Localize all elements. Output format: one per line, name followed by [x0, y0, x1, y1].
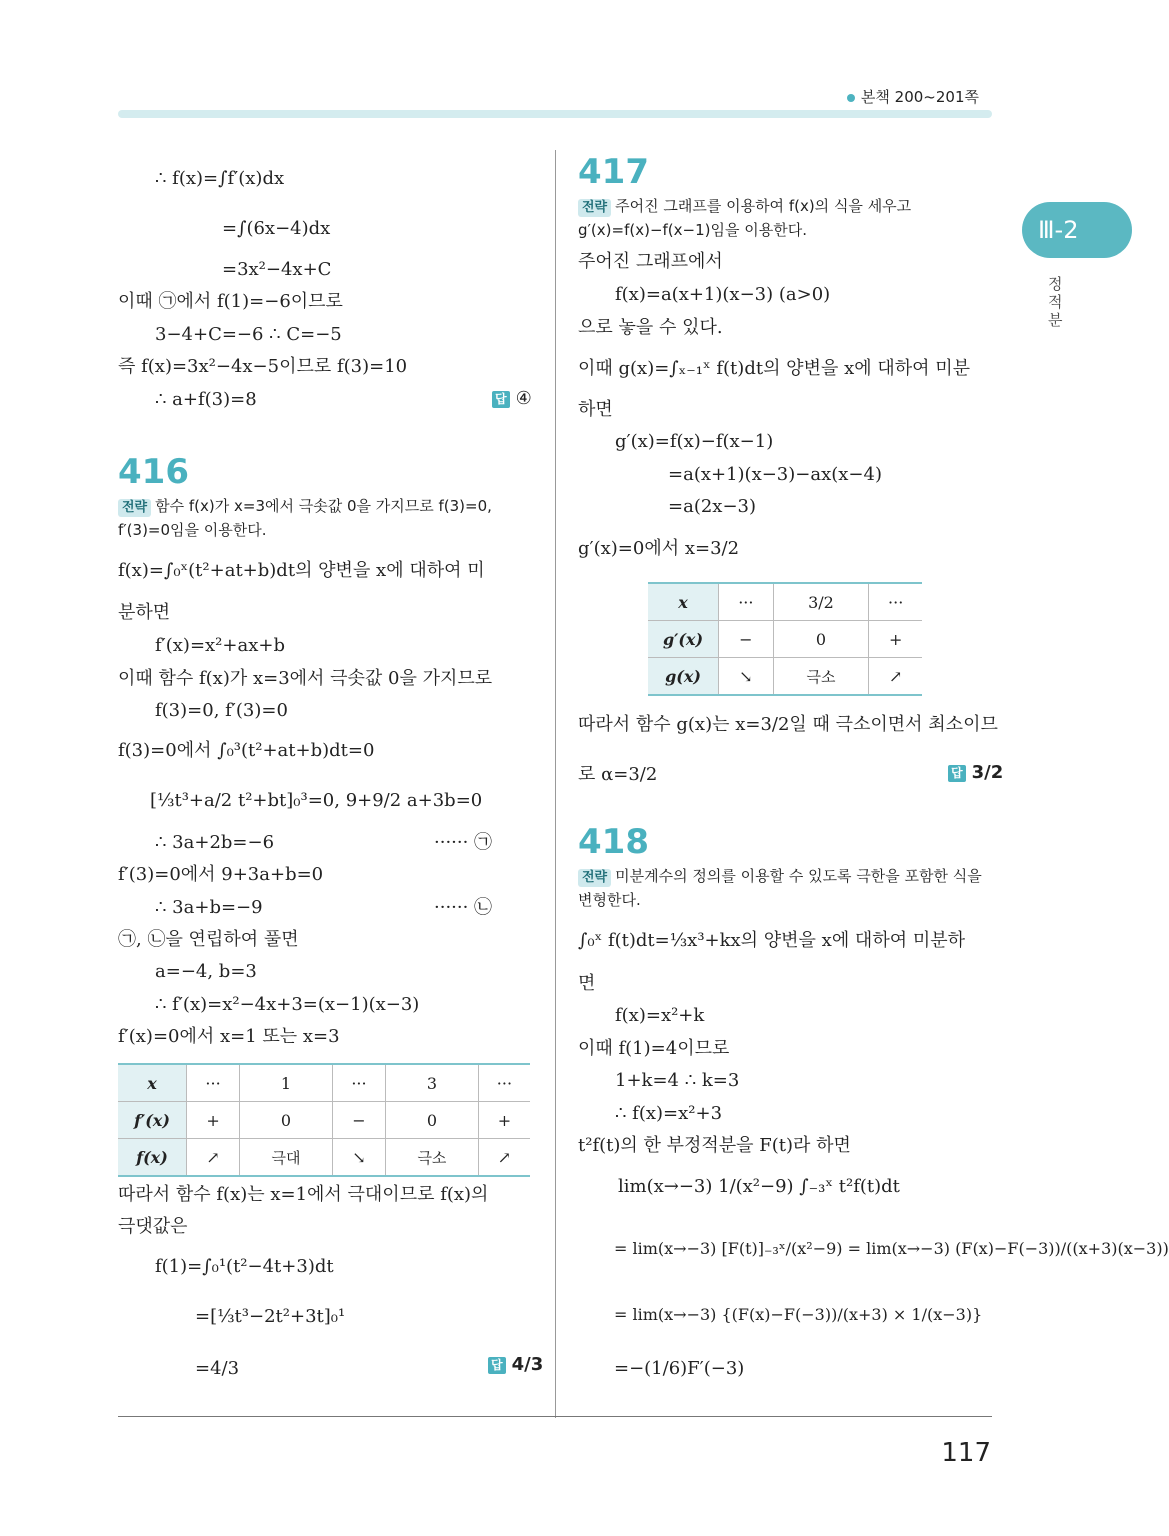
math-line: f(x)=x²+k — [615, 1005, 705, 1026]
text-line: 으로 놓을 수 있다. — [578, 317, 723, 338]
answer-416 — [488, 1354, 543, 1375]
table-cell: 0 — [385, 1102, 478, 1139]
math-line: =4/3 — [195, 1358, 240, 1379]
table-cell: 극대 — [240, 1139, 333, 1177]
table-cell: 0 — [773, 621, 869, 658]
math-line: = lim(x→−3) [F(t)]₋₃ˣ/(x²−9) = lim(x→−3) (F(x)−F(−3))/((x+3)(x−3)) — [614, 1239, 1169, 1258]
table-cell: 3/2 — [773, 583, 869, 621]
math-line: f(3)=0, f′(3)=0 — [155, 700, 288, 721]
chapter-label: 정적분 — [1048, 275, 1063, 329]
table-row — [648, 583, 922, 621]
table-cell: ↗ — [187, 1139, 240, 1177]
table-cell: + — [478, 1102, 530, 1139]
strategy-text: f′(3)=0임을 이용한다. — [118, 521, 267, 539]
text-line: 분하면 — [118, 602, 171, 623]
math-line: = lim(x→−3) {(F(x)−F(−3))/(x+3) × 1/(x−3)} — [614, 1305, 983, 1324]
footer-line — [118, 1416, 992, 1417]
math-line: =3x²−4x+C — [222, 259, 332, 280]
table-cell: ↘ — [719, 658, 774, 696]
table-cell: + — [187, 1102, 240, 1139]
math-line: g′(x)=f(x)−f(x−1) — [615, 431, 774, 452]
answer-tag: 답 — [948, 765, 966, 782]
strategy-text: 주어진 그래프를 이용하여 f(x)의 식을 세우고 — [615, 197, 912, 215]
text-line: 이때 f(1)=4이므로 — [578, 1038, 730, 1059]
answer-value: 4/3 — [511, 1354, 544, 1375]
table-row — [118, 1064, 530, 1102]
text-line: 이때 g(x)=∫ₓ₋₁ˣ f(t)dt의 양변을 x에 대하여 미분 — [578, 358, 970, 379]
math-line: ∴ 3a+b=−9 — [155, 897, 263, 918]
text-line: ㉠, ㉡을 연립하여 풀면 — [118, 929, 299, 950]
text-line: 하면 — [578, 399, 613, 420]
strategy — [578, 864, 982, 888]
text-line: f(x)=∫₀ˣ(t²+at+b)dt의 양변을 x에 대하여 미 — [118, 560, 485, 581]
math-line: 1+k=4 ∴ k=3 — [615, 1070, 740, 1091]
table-cell: ↘ — [332, 1139, 385, 1177]
table-cell: 0 — [240, 1102, 333, 1139]
text-line: 주어진 그래프에서 — [578, 251, 723, 272]
table-row — [648, 658, 922, 696]
text-line: 즉 f(x)=3x²−4x−5이므로 f(3)=10 — [118, 356, 408, 377]
text-line: t²f(t)의 한 부정적분을 F(t)라 하면 — [578, 1135, 851, 1156]
strategy-text: 함수 f(x)가 x=3에서 극솟값 0을 가지므로 f(3)=0, — [155, 497, 492, 515]
math-line: =∫(6x−4)dx — [222, 218, 331, 239]
text-line: 로 α=3/2 — [578, 764, 658, 785]
math-line: ∴ f′(x)=x²−4x+3=(x−1)(x−3) — [155, 994, 420, 1015]
math-line: lim(x→−3) 1/(x²−9) ∫₋₃ˣ t²f(t)dt — [618, 1176, 900, 1197]
math-line: ∴ 3a+2b=−6 — [155, 832, 275, 853]
header-bar — [118, 110, 992, 118]
column-divider — [555, 150, 556, 1418]
math-line: f′(x)=x²+ax+b — [155, 635, 285, 656]
math-line: =[⅓t³−2t²+3t]₀¹ — [195, 1306, 346, 1327]
table-cell: g(x) — [648, 658, 719, 696]
table-row — [648, 621, 922, 658]
answer-415 — [492, 388, 532, 409]
table-cell: ↗ — [478, 1139, 530, 1177]
math-line: =a(x+1)(x−3)−ax(x−4) — [668, 464, 882, 485]
table-cell: x — [648, 583, 719, 621]
text-line: 면 — [578, 973, 596, 994]
answer-value: 3/2 — [971, 762, 1004, 783]
page-number: 117 — [941, 1438, 991, 1468]
text-line: ∫₀ˣ f(t)dt=⅓x³+kx의 양변을 x에 대하여 미분하 — [578, 930, 965, 951]
sign-table-417 — [648, 582, 922, 696]
math-line: f(x)=a(x+1)(x−3) (a>0) — [615, 284, 831, 305]
table-cell: 극소 — [773, 658, 869, 696]
text-line: 따라서 함수 g(x)는 x=3/2일 때 극소이면서 최소이므 — [578, 714, 998, 735]
strategy-tag: 전략 — [578, 199, 611, 217]
table-cell: ··· — [719, 583, 774, 621]
table-row — [118, 1102, 530, 1139]
equation-mark: ······ ㉡ — [434, 897, 493, 918]
text-line: 극댓값은 — [118, 1216, 188, 1237]
problem-number: 417 — [578, 152, 649, 192]
problem-number: 418 — [578, 822, 649, 862]
table-cell: f(x) — [118, 1139, 187, 1177]
math-line: ∴ a+f(3)=8 — [155, 389, 257, 410]
math-line: 3−4+C=−6 ∴ C=−5 — [155, 324, 342, 345]
table-cell: g′(x) — [648, 621, 719, 658]
strategy-text: g′(x)=f(x)−f(x−1)임을 이용한다. — [578, 221, 807, 239]
page-reference-text: 본책 200~201쪽 — [860, 88, 979, 106]
bullet-dot-icon — [847, 94, 855, 102]
math-line: =−(1/6)F′(−3) — [614, 1358, 745, 1379]
table-cell: ··· — [332, 1064, 385, 1102]
table-cell: ··· — [187, 1064, 240, 1102]
table-cell: 1 — [240, 1064, 333, 1102]
table-cell: ··· — [869, 583, 922, 621]
strategy — [118, 494, 492, 518]
table-cell: 3 — [385, 1064, 478, 1102]
text-line: 이때 함수 f(x)가 x=3에서 극솟값 0을 가지므로 — [118, 668, 493, 689]
answer-tag: 답 — [488, 1357, 506, 1374]
table-cell: − — [719, 621, 774, 658]
table-cell: + — [869, 621, 922, 658]
page-reference — [847, 86, 979, 107]
strategy-text: 변형한다. — [578, 891, 641, 909]
table-cell: 극소 — [385, 1139, 478, 1177]
answer-tag: 답 — [492, 391, 510, 408]
strategy-tag: 전략 — [118, 499, 151, 517]
table-row — [118, 1139, 530, 1177]
chapter-tab: Ⅲ-2 — [1022, 202, 1132, 258]
math-line: ∴ f(x)=x²+3 — [615, 1103, 723, 1124]
table-cell: ↗ — [869, 658, 922, 696]
problem-number: 416 — [118, 452, 189, 492]
math-line: f(3)=0에서 ∫₀³(t²+at+b)dt=0 — [118, 740, 375, 761]
equation-mark: ······ ㉠ — [434, 832, 493, 853]
strategy — [578, 194, 911, 218]
table-cell: f′(x) — [118, 1102, 187, 1139]
text-line: 이때 ㉠에서 f(1)=−6이므로 — [118, 291, 343, 312]
math-line: f′(3)=0에서 9+3a+b=0 — [118, 864, 324, 885]
sign-table-416 — [118, 1063, 530, 1177]
math-line: =a(2x−3) — [668, 496, 756, 517]
text-line: 따라서 함수 f(x)는 x=1에서 극대이므로 f(x)의 — [118, 1184, 489, 1205]
table-cell: x — [118, 1064, 187, 1102]
table-cell: ··· — [478, 1064, 530, 1102]
table-cell: − — [332, 1102, 385, 1139]
answer-417 — [948, 762, 1003, 783]
strategy-text: 미분계수의 정의를 이용할 수 있도록 극한을 포함한 식을 — [615, 867, 982, 885]
math-line: [⅓t³+a/2 t²+bt]₀³=0, 9+9/2 a+3b=0 — [150, 790, 483, 811]
math-line: ∴ f(x)=∫f′(x)dx — [155, 168, 285, 189]
math-line: f(1)=∫₀¹(t²−4t+3)dt — [155, 1256, 334, 1277]
answer-value: ④ — [515, 388, 532, 409]
math-line: g′(x)=0에서 x=3/2 — [578, 538, 740, 559]
math-line: f′(x)=0에서 x=1 또는 x=3 — [118, 1026, 340, 1047]
strategy-tag: 전략 — [578, 869, 611, 887]
math-line: a=−4, b=3 — [155, 961, 257, 982]
